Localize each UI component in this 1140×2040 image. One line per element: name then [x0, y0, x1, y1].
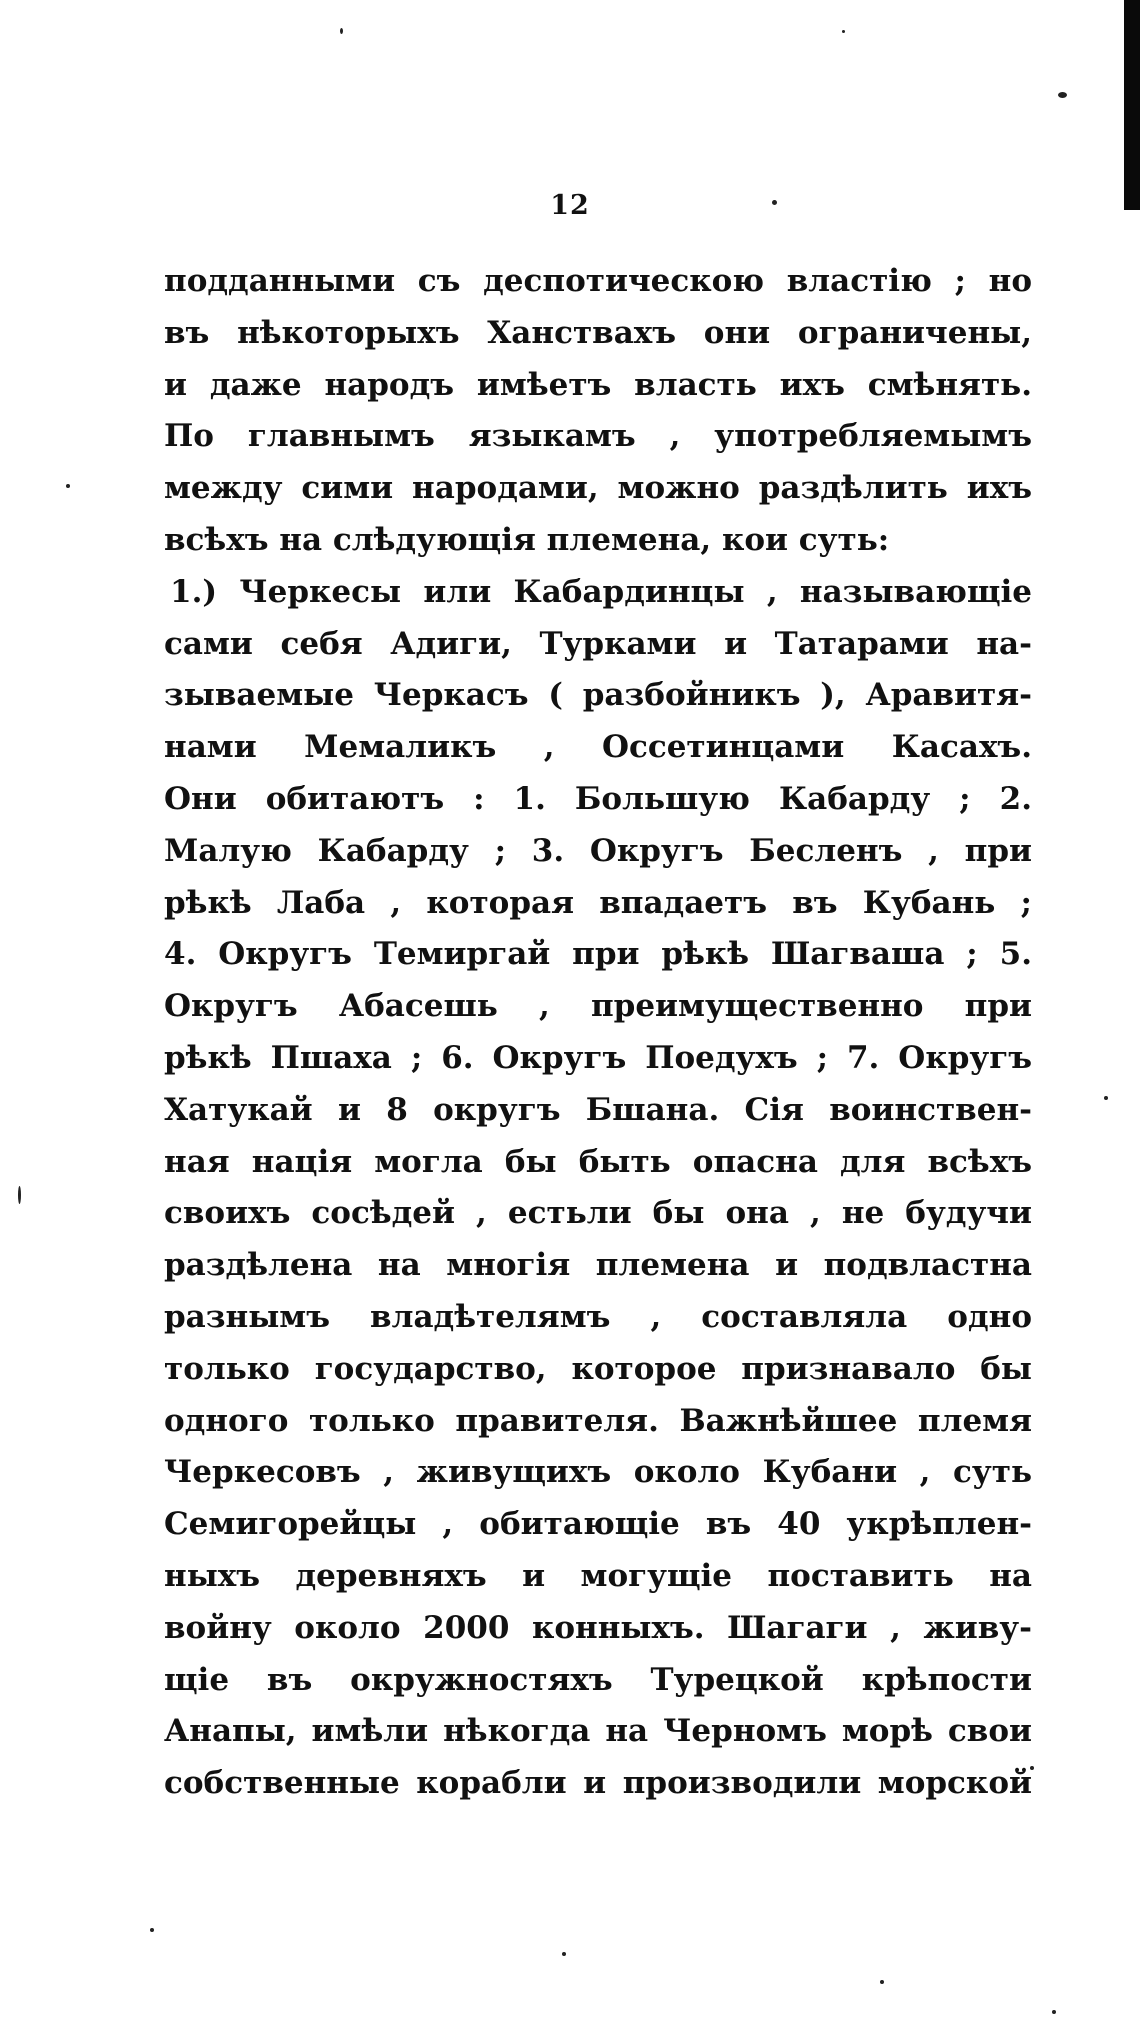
text-line: войну около 2000 конныхъ. Шагаги , живу- — [164, 1609, 1032, 1646]
scan-speck — [1104, 1096, 1108, 1100]
text-line: разнымъ владѣтелямъ , составляла одно — [164, 1298, 1032, 1335]
text-line: Они обитаютъ : 1. Большую Кабарду ; 2. — [164, 780, 1032, 817]
text-line: собственные корабли и производили морской — [164, 1765, 1032, 1802]
text-line: щіе въ окружностяхъ Турецкой крѣпости — [164, 1661, 1032, 1698]
scan-speck — [1058, 92, 1067, 98]
text-line: раздѣлена на многія племена и подвластна — [164, 1247, 1032, 1284]
text-line: подданными съ деспотическою властію ; но — [164, 263, 1032, 299]
text-line: сами себя Адиги, Турками и Татарами на- — [164, 625, 1032, 662]
text-line: Анапы, имѣли нѣкогда на Черномъ морѣ свои — [164, 1713, 1032, 1750]
text-line: всѣхъ на слѣдующія племена, кои суть: — [164, 521, 890, 558]
text-line: рѣкѣ Пшаха ; 6. Округъ Поедухъ ; 7. Округъ — [164, 1039, 1032, 1076]
text-line: въ нѣкоторыхъ Ханствахъ они ограничены, — [164, 314, 1032, 351]
scan-speck — [340, 28, 343, 34]
text-line: Хатукай и 8 округъ Бшана. Сія воинствен- — [164, 1091, 1032, 1128]
scan-speck — [880, 1980, 884, 1984]
body-text — [164, 256, 1032, 1810]
text-line: Семигорейцы , обитающіе въ 40 укрѣплен- — [164, 1506, 1032, 1543]
text-line: ная нація могла бы быть опасна для всѣхъ — [164, 1143, 1032, 1180]
text-line: 4. Округъ Темиргай при рѣкѣ Шагваша ; 5. — [164, 936, 1032, 973]
text-line: нами Мемаликъ , Оссетинцами Касахъ. — [164, 729, 1032, 766]
scan-speck — [842, 30, 845, 33]
text-line: одного только правителя. Важнѣйшее племя — [164, 1402, 1032, 1439]
scan-speck — [150, 1928, 154, 1932]
text-line: Округъ Абасешь , преимущественно при — [164, 988, 1032, 1025]
scan-edge-mark — [1124, 0, 1140, 210]
scan-speck — [66, 484, 70, 488]
text-line: и даже народъ имѣетъ власть ихъ смѣнять. — [164, 366, 1032, 403]
scan-speck — [562, 1952, 566, 1956]
page-number: 12 — [550, 190, 590, 221]
text-line: ныхъ деревняхъ и могущіе поставить на — [164, 1557, 1032, 1594]
text-line: зываемые Черкасъ ( разбойникъ ), Аравитя- — [164, 677, 1032, 714]
text-line: рѣкѣ Лаба , которая впадаетъ въ Кубань ; — [164, 884, 1032, 921]
text-line: Малую Кабарду ; 3. Округъ Бесленъ , при — [164, 832, 1032, 869]
text-line: между сими народами, можно раздѣлить ихъ — [164, 470, 1032, 507]
text-line: своихъ сосѣдей , естьли бы она , не будучи — [164, 1195, 1032, 1232]
scan-speck — [1052, 2010, 1056, 2014]
text-line: 1.) Черкесы или Кабардинцы , называющіе — [170, 573, 1032, 610]
text-line: только государство, которое признавало бы — [164, 1350, 1032, 1387]
text-line: По главнымъ языкамъ , употребляемымъ — [164, 418, 1032, 455]
scan-speck — [18, 1186, 21, 1204]
text-line: Черкесовъ , живущихъ около Кубани , суть — [164, 1454, 1032, 1491]
